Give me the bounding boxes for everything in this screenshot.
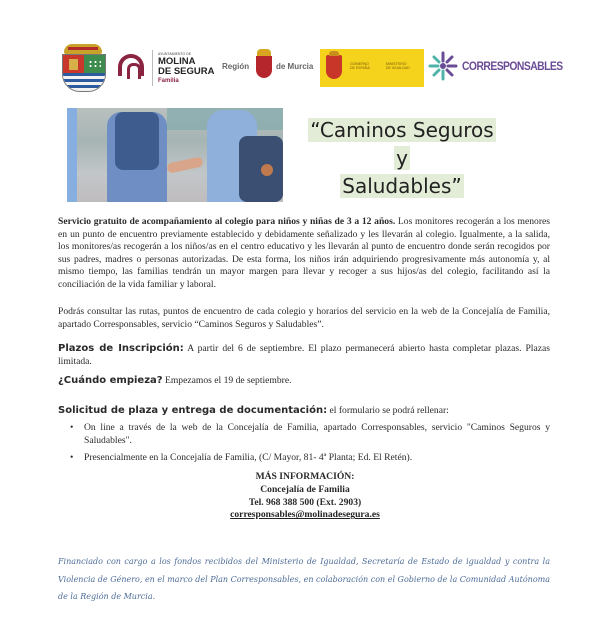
title-line2: y xyxy=(396,146,408,170)
spain-coat-of-arms-icon xyxy=(326,55,342,79)
intro-paragraph xyxy=(58,216,550,292)
bullet-icon: • xyxy=(70,452,74,463)
intro-bold: Servicio gratuito de acompañamiento al colegio para niños y niñas de 3 a 12 años. xyxy=(58,216,396,227)
info-department: Concejalía de Familia xyxy=(260,483,350,495)
page-title xyxy=(290,116,514,200)
crown-icon xyxy=(257,49,271,56)
title-line3: Saludables” xyxy=(342,174,462,198)
gobierno-line1: GOBIERNO xyxy=(350,62,369,66)
backpack-shape xyxy=(115,112,159,170)
solicitud-text: el formulario se podrá rellenar: xyxy=(327,405,449,416)
corresponsables-wordmark: CORRESPONSABLES xyxy=(462,59,563,73)
routes-paragraph: Podrás consultar las rutas, puntos de encuentro de cada colegio y horarios del servicio en la web de la Concejalía de Familia, apartado Corresponsables, servicio “Caminos Seguros y Saludables”. xyxy=(58,306,550,330)
solicitud-heading: Solicitud de plaza y entrega de documentación: xyxy=(58,405,328,416)
molina-name-line2: DE SEGURA xyxy=(158,66,215,77)
crown-icon xyxy=(64,44,102,54)
plazos-heading: Plazos de Inscripción: xyxy=(58,343,184,354)
shield-icon xyxy=(62,54,106,92)
gobierno-espana-logo xyxy=(320,49,424,87)
intro-text: Los monitores recogerán a los menores en un punto de encuentro previamente establecido y debidamente señalizado y les llevarán al colegio. Igualmente, a la salida, los monitores/as recogerán a los niños/as en el centro educativo y les llevarán al punto de encuentro donde serán recogidos por sus padres, madres o personas autorizadas. De esta forma, los niños irán adquiriendo progresivamente más autonomía y, al mismo tiempo, las familias tendrán un mayor margen para llevar y recoger a sus hijos/as del colegio, facilitando así la conciliación de la vida familiar y laboral. xyxy=(58,216,551,290)
gobierno-label xyxy=(350,62,370,70)
list-item-text: Presencialmente en la Concejalía de Familia, (C/ Mayor, 81- 4ª Planta; Ed. El Retén). xyxy=(84,452,413,463)
contact-info xyxy=(160,471,450,522)
murcia-shield-icon xyxy=(256,56,272,78)
familia-label: Familia xyxy=(158,78,179,84)
gobierno-line2: DE ESPAÑA xyxy=(350,66,370,70)
region-murcia-logo xyxy=(222,48,322,88)
bullet-icon: • xyxy=(70,422,74,433)
ministerio-line2: DE IGUALDAD xyxy=(386,66,410,70)
list-item xyxy=(70,452,550,465)
cuando-paragraph xyxy=(58,375,550,388)
plazos-text: A partir del 6 de septiembre. El plazo permanecerá abierto hasta completar plazas. Plazas limitada. xyxy=(58,343,550,367)
funding-footer: Financiado con cargo a los fondos recibidos del Ministerio de Igualdad, Secretaría de Estado de igualdad y contra la Violencia de Género, en el marco del Plan Corresponsables, en colaboración con el Gobierno de la Comunidad Autónoma de la Región de Murcia. xyxy=(58,557,551,602)
ministerio-line1: MINISTERIO xyxy=(386,62,407,66)
molina-de-segura-logo xyxy=(118,50,216,90)
cuando-heading: ¿Cuándo empieza? xyxy=(58,375,163,386)
info-phone: Tel. 968 388 500 (Ext. 2903) xyxy=(248,496,362,508)
molina-name-line1: MOLINA xyxy=(158,56,196,67)
email-link[interactable]: corresponsables@molinadesegura.es xyxy=(230,509,380,521)
ministerio-label xyxy=(386,62,410,70)
ayuntamiento-label: AYUNTAMIENTO DE xyxy=(158,52,192,56)
molina-name xyxy=(158,57,214,77)
cuando-text: Empezamos el 19 de septiembre. xyxy=(162,375,292,386)
list-item-text: On line a través de la web de la Concejalía de Familia, apartado Corresponsables, servicio "Caminos Seguros y Saludables". xyxy=(84,422,550,446)
corresponsables-logo xyxy=(426,49,563,87)
title-line1: “Caminos Seguros xyxy=(310,118,494,142)
de-murcia-label: de Murcia xyxy=(276,62,314,71)
coat-of-arms-logo xyxy=(58,44,108,90)
arch-icon xyxy=(118,54,144,76)
snowflake-icon xyxy=(428,51,458,81)
hero-photo xyxy=(67,108,283,202)
solicitud-paragraph xyxy=(58,405,550,418)
plazos-paragraph xyxy=(58,343,550,368)
region-label: Región xyxy=(222,62,250,71)
logo-divider xyxy=(152,50,153,86)
info-heading: MÁS INFORMACIÓN: xyxy=(255,471,355,482)
list-item xyxy=(70,422,550,447)
logo-bar xyxy=(58,42,563,92)
